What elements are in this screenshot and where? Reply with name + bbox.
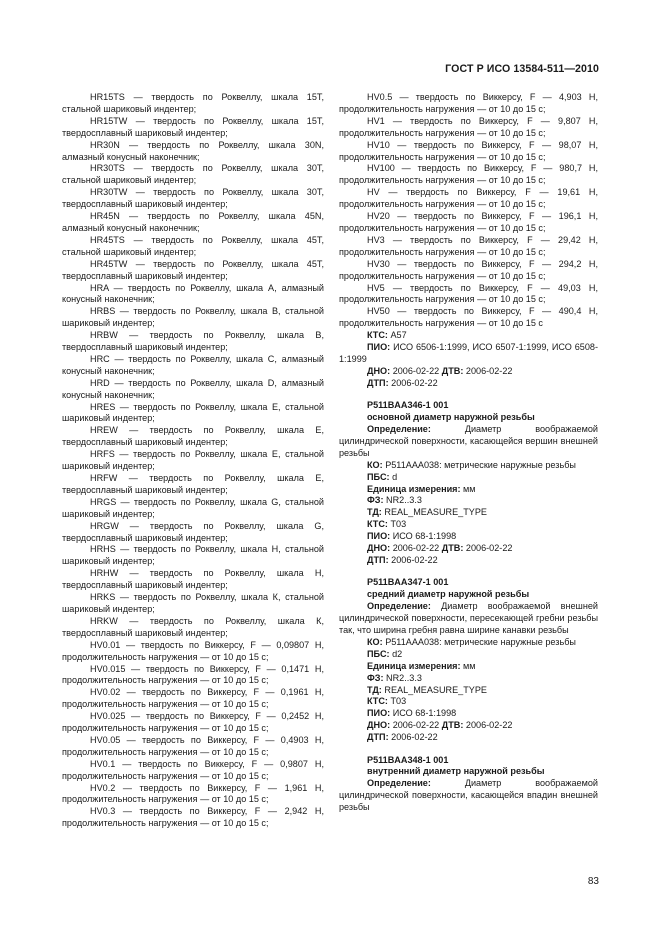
hardness-item: HR45TS — твердость по Роквеллу, шкала 45T, стальной шариковый индентер;	[62, 234, 324, 257]
field-td: ТД: REAL_MEASURE_TYPE	[367, 507, 487, 518]
field-dno-dtv: ДНО: 2006-02-22 ДТВ: 2006-02-22	[367, 365, 513, 376]
hardness-item: HR15TS — твердость по Роквеллу, шкала 15T, стальной шариковый индентер;	[62, 92, 324, 114]
hardness-item: HV0.05 — твердость по Виккерсу, F — 0,4903 Н, продолжительность нагружения — от 10 до 15 с;	[62, 734, 324, 757]
hardness-item: HRGW — твердость по Роквеллу, шкала G, твердосплавный шариковый индентер;	[62, 520, 324, 543]
hardness-item: HV0.015 — твердость по Виккерсу, F — 0,1471 Н, продолжительность нагружения — от 10 до 15 с;	[62, 663, 324, 686]
hardness-item: HREW — твердость по Роквеллу, шкала Е, твердосплавный шариковый индентер;	[62, 425, 324, 448]
field-pio: ПИО: ИСО 68-1:1998	[367, 531, 457, 542]
entry-definition: Определение: Диаметр воображаемой цилиндрической поверхности, касающейся впадин внешней резьбы	[339, 778, 598, 813]
entry-title: средний диаметр наружной резьбы	[367, 589, 530, 600]
entry-code: P511BAA348-1 001	[367, 754, 449, 765]
field-dno-dtv: ДНО: 2006-02-22 ДТВ: 2006-02-22	[367, 720, 513, 731]
hardness-item: HV30 — твердость по Виккерсу, F — 294,2 Н, продолжительность нагружения — от 10 до 15 с;	[339, 258, 598, 281]
hardness-item: HV3 — твердость по Виккерсу, F — 29,42 Н, продолжительность нагружения — от 10 до 15 с;	[339, 234, 598, 257]
hardness-item: HV0.02 — твердость по Виккерсу, F — 0,1961 Н, продолжительность нагружения — от 10 до 15 с;	[62, 687, 324, 710]
hardness-item: HR45N — твердость по Роквеллу, шкала 45N, алмазный конусный наконечник;	[62, 211, 324, 233]
field-unit: Единица измерения: мм	[367, 483, 476, 494]
entry-definition: Определение: Диаметр воображаемой внешней цилиндрической поверхности, пересекающей гребни резьбы так, что ширина гребня равна ширине канавки резьбы	[339, 601, 599, 635]
field-dno-dtv: ДНО: 2006-02-22 ДТВ: 2006-02-22	[367, 543, 513, 554]
hardness-item: HR15TW — твердость по Роквеллу, шкала 15T, твердосплавный шариковый индентер;	[62, 115, 324, 138]
field-unit: Единица измерения: мм	[367, 660, 476, 671]
hardness-item: HV0.01 — твердость по Виккерсу, F — 0,09807 Н, продолжительность нагружения — от 10 до 15 с;	[62, 639, 324, 662]
hardness-item: HRGS — твердость по Роквеллу, шкала G, стальной шариковый индентер;	[62, 496, 324, 519]
hardness-item: HV50 — твердость по Виккерсу, F — 490,4 Н, продолжительность нагружения — от 10 до 15 с	[339, 306, 598, 329]
hardness-item: HV — твердость по Виккерсу, F — 19,61 Н, продолжительность нагружения — от 10 до 15 с;	[339, 187, 598, 210]
field-pio: ПИО: ИСО 6506-1:1999, ИСО 6507-1:1999, ИСО 6508-1:1999	[339, 342, 598, 364]
hardness-item: HRFW — твердость по Роквеллу, шкала Е, твердосплавный шариковый индентер;	[62, 473, 324, 495]
hardness-item: HV5 — твердость по Виккерсу, F — 49,03 Н, продолжительность нагружения — от 10 до 15 с;	[339, 282, 598, 305]
document-header: ГОСТ Р ИСО 13584-511—2010	[445, 63, 599, 75]
field-ko: КО: P511AAA038: метрические наружные резьбы	[367, 459, 576, 470]
hardness-item: HV0.5 — твердость по Виккерсу, F — 4,903 Н, продолжительность нагружения — от 10 до 15 с;	[339, 92, 598, 114]
hardness-item: HRKW — твердость по Роквеллу, шкала К, твердосплавный шариковый индентер;	[62, 615, 324, 638]
hardness-item: HRFS — твердость по Роквеллу, шкала Е, стальной шариковый индентер;	[62, 449, 324, 472]
hardness-item: HV1 — твердость по Виккерсу, F — 9,807 Н, продолжительность нагружения — от 10 до 15 с;	[339, 115, 598, 138]
hardness-item: HRD — твердость по Роквеллу, шкала D, алмазный конусный наконечник;	[62, 377, 324, 400]
hardness-item: HV100 — твердость по Виккерсу, F — 980,7 Н, продолжительность нагружения — от 10 до 15 с;	[339, 163, 598, 186]
field-kts: КТС: Т03	[367, 519, 407, 530]
hardness-item: HV0.2 — твердость по Виккерсу, F — 1,961 Н, продолжительность нагружения — от 10 до 15 с;	[62, 782, 324, 805]
entry-definition: Определение: Диаметр воображаемой цилиндрической поверхности, касающейся вершин внешней резьбы	[339, 423, 598, 458]
hardness-item: HV0.025 — твердость по Виккерсу, F — 0,2452 Н, продолжительность нагружения — от 10 до 15 с;	[62, 711, 324, 734]
entry-title: основной диаметр наружной резьбы	[367, 412, 535, 423]
field-dtp: ДТП: 2006-02-22	[367, 554, 438, 565]
field-pbs: ПБС: d	[367, 471, 398, 482]
field-dtp: ДТП: 2006-02-22	[367, 732, 438, 743]
hardness-item: HV0.1 — твердость по Виккерсу, F — 0,9807 Н, продолжительность нагружения — от 10 до 15 с;	[62, 758, 324, 781]
entry-title: внутренний диаметр наружной резьбы	[367, 766, 545, 777]
field-ko: КО: P511AAA038: метрические наружные резьбы	[367, 636, 576, 647]
hardness-item: HRHW — твердость по Роквеллу, шкала Н, твердосплавный шариковый индентер;	[62, 568, 324, 591]
hardness-item: HRKS — твердость по Роквеллу, шкала К, стальной шариковый индентер;	[62, 592, 324, 614]
field-pio: ПИО: ИСО 68-1:1998	[367, 708, 457, 719]
field-kts: КТС: А57	[367, 330, 407, 341]
field-dtp: ДТП: 2006-02-22	[367, 377, 438, 388]
page-number: 83	[587, 876, 599, 887]
hardness-item: HV0.3 — твердость по Виккерсу, F — 2,942 Н, продолжительность нагружения — от 10 до 15 с;	[62, 806, 324, 829]
hardness-item: HR30TW — твердость по Роквеллу, шкала 30T, твердосплавный шариковый индентер;	[62, 187, 324, 210]
hardness-item: HRBW — твердость по Роквеллу, шкала В, твердосплавный шариковый индентер;	[62, 330, 324, 353]
field-td: ТД: REAL_MEASURE_TYPE	[367, 684, 487, 695]
hardness-item: HV10 — твердость по Виккерсу, F — 98,07 Н, продолжительность нагружения — от 10 до 15 с;	[339, 139, 598, 162]
hardness-item: HRBS — твердость по Роквеллу, шкала В, стальной шариковый индентер;	[62, 306, 324, 329]
hardness-item: HV20 — твердость по Виккерсу, F — 196,1 Н, продолжительность нагружения — от 10 до 15 с;	[339, 211, 598, 233]
hardness-item: HRHS — твердость по Роквеллу, шкала Н, стальной шариковый индентер;	[62, 544, 324, 567]
hardness-item: HRC — твердость по Роквеллу, шкала С, алмазный конусный наконечник;	[62, 353, 324, 376]
field-kts: КТС: Т03	[367, 696, 407, 707]
hardness-item: HR45TW — твердость по Роквеллу, шкала 45T, твердосплавный шариковый индентер;	[62, 258, 324, 281]
right-column	[339, 92, 598, 814]
entry-code: P511BAA346-1 001	[367, 400, 449, 411]
hardness-item: HR30TS — твердость по Роквеллу, шкала 30T, стальной шариковый индентер;	[62, 163, 324, 186]
hardness-item: HRES — твердость по Роквеллу, шкала Е, стальной шариковый индентер;	[62, 401, 324, 424]
field-fz: ФЗ: NR2..3.3	[367, 495, 422, 506]
field-fz: ФЗ: NR2..3.3	[367, 672, 422, 683]
entry-code: P511BAA347-1 001	[367, 577, 449, 588]
left-column	[62, 92, 324, 830]
hardness-item: HRA — твердость по Роквеллу, шкала А, алмазный конусный наконечник;	[62, 282, 324, 305]
hardness-item: HR30N — твердость по Роквеллу, шкала 30N, алмазный конусный наконечник;	[62, 139, 324, 162]
field-pbs: ПБС: d2	[367, 648, 403, 659]
